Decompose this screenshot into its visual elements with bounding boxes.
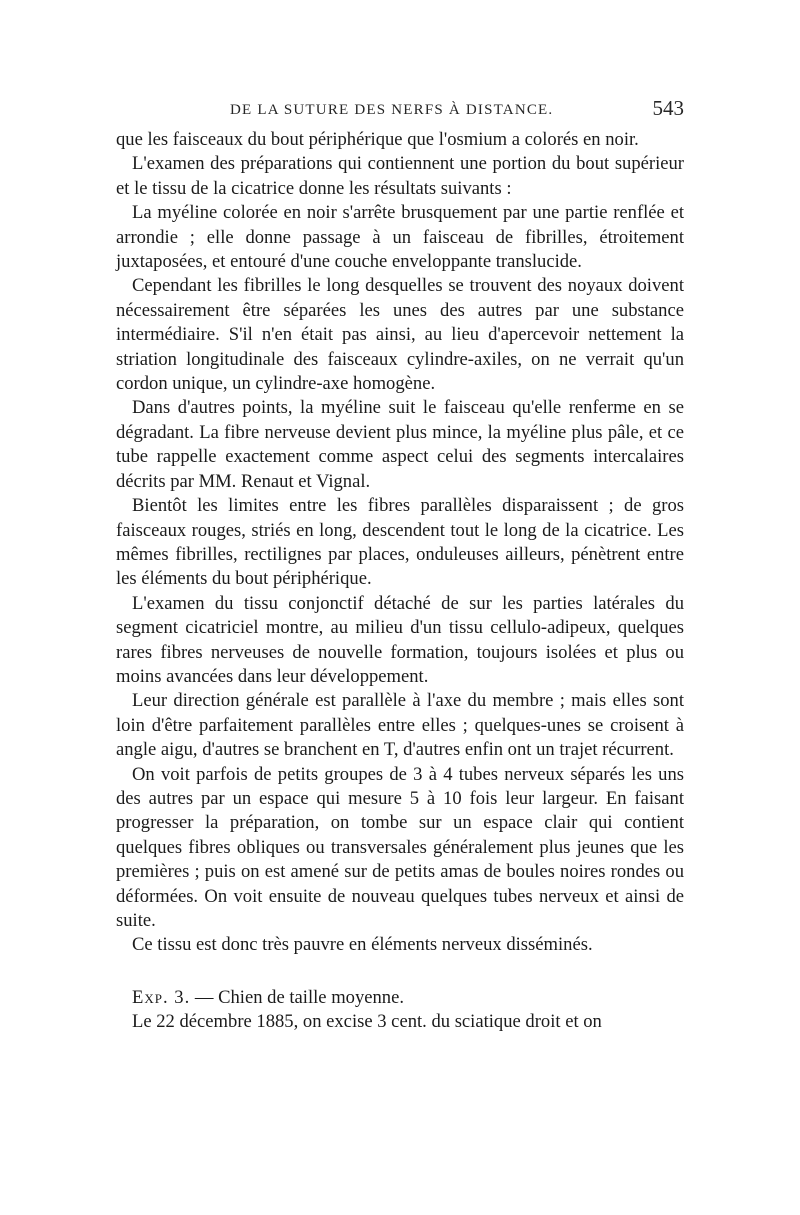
paragraph: L'examen du tissu conjonctif détaché de sur les parties latérales du segment cicatriciel montre, au milieu d'un tissu cellulo-adipeux, quelques rares fibres nerveuses de nouvelle formation, toujours isolées et plus ou moins avancées dans leur développement. bbox=[116, 592, 684, 687]
paragraph: Bientôt les limites entre les fibres parallèles disparaissent ; de gros faisceaux rouges, striés en long, descendent tout le long de la cicatrice. Les mêmes fibrilles, rectilignes par places, onduleuses ailleurs, pénètrent entre les éléments du bout périphérique. bbox=[116, 495, 684, 590]
running-head: DE LA SUTURE DES NERFS À DISTANCE. bbox=[230, 102, 554, 118]
experiment-heading bbox=[116, 986, 684, 1010]
section-gap bbox=[116, 958, 684, 986]
paragraph: Dans d'autres points, la myéline suit le faisceau qu'elle renferme en se dégradant. La fibre nerveuse devient plus mince, la myéline plus pâle, et ce tube rappelle exactement comme aspect celui des segments intercalaires décrits par MM. Renaut et Vignal. bbox=[116, 397, 684, 492]
experiment-label: Exp. 3. bbox=[132, 986, 191, 1008]
experiment-title: — Chien de taille moyenne. bbox=[190, 986, 404, 1008]
paragraph: Le 22 décembre 1885, on excise 3 cent. du sciatique droit et on bbox=[132, 1011, 602, 1033]
page-header bbox=[118, 96, 684, 126]
body-text bbox=[116, 128, 684, 1035]
paragraph: On voit parfois de petits groupes de 3 à 4 tubes nerveux séparés les uns des autres par un espace qui mesure 5 à 10 fois leur largeur. En faisant progresser la préparation, on tombe sur un espace clair qui contient quelques fibres obliques ou transversales généralement plus jeunes que les premières ; puis on est amené sur de petits amas de boules noires rondes ou déformées. On voit ensuite de nouveau quelques tubes nerveux et ainsi de suite. bbox=[116, 763, 684, 931]
paragraph: que les faisceaux du bout périphérique que l'osmium a colorés en noir. bbox=[116, 129, 639, 150]
paragraph: Cependant les fibrilles le long desquelles se trouvent des noyaux doivent nécessairement être séparées les unes des autres par une substance intermédiaire. S'il n'en était pas ainsi, au lieu d'apercevoir nettement la striation longitudinale des faisceaux cylindre-axiles, on ne verrait qu'un cordon unique, un cylindre-axe homogène. bbox=[116, 275, 684, 395]
page-number: 543 bbox=[652, 96, 684, 120]
paragraph: Ce tissu est donc très pauvre en éléments nerveux disséminés. bbox=[132, 934, 593, 956]
paragraph: La myéline colorée en noir s'arrête brusquement par une partie renflée et arrondie ; elle donne passage à un faisceau de fibrilles, étroitement juxtaposées, et entouré d'une couche enveloppante translucide. bbox=[116, 202, 684, 273]
paragraph: L'examen des préparations qui contiennent une portion du bout supérieur et le tissu de la cicatrice donne les résultats suivants : bbox=[116, 153, 684, 199]
paragraph: Leur direction générale est parallèle à l'axe du membre ; mais elles sont loin d'être parfaitement parallèles entre elles ; quelques-unes se croisent à angle aigu, d'autres se branchent en T, d'autres enfin ont un trajet récurrent. bbox=[116, 690, 684, 761]
